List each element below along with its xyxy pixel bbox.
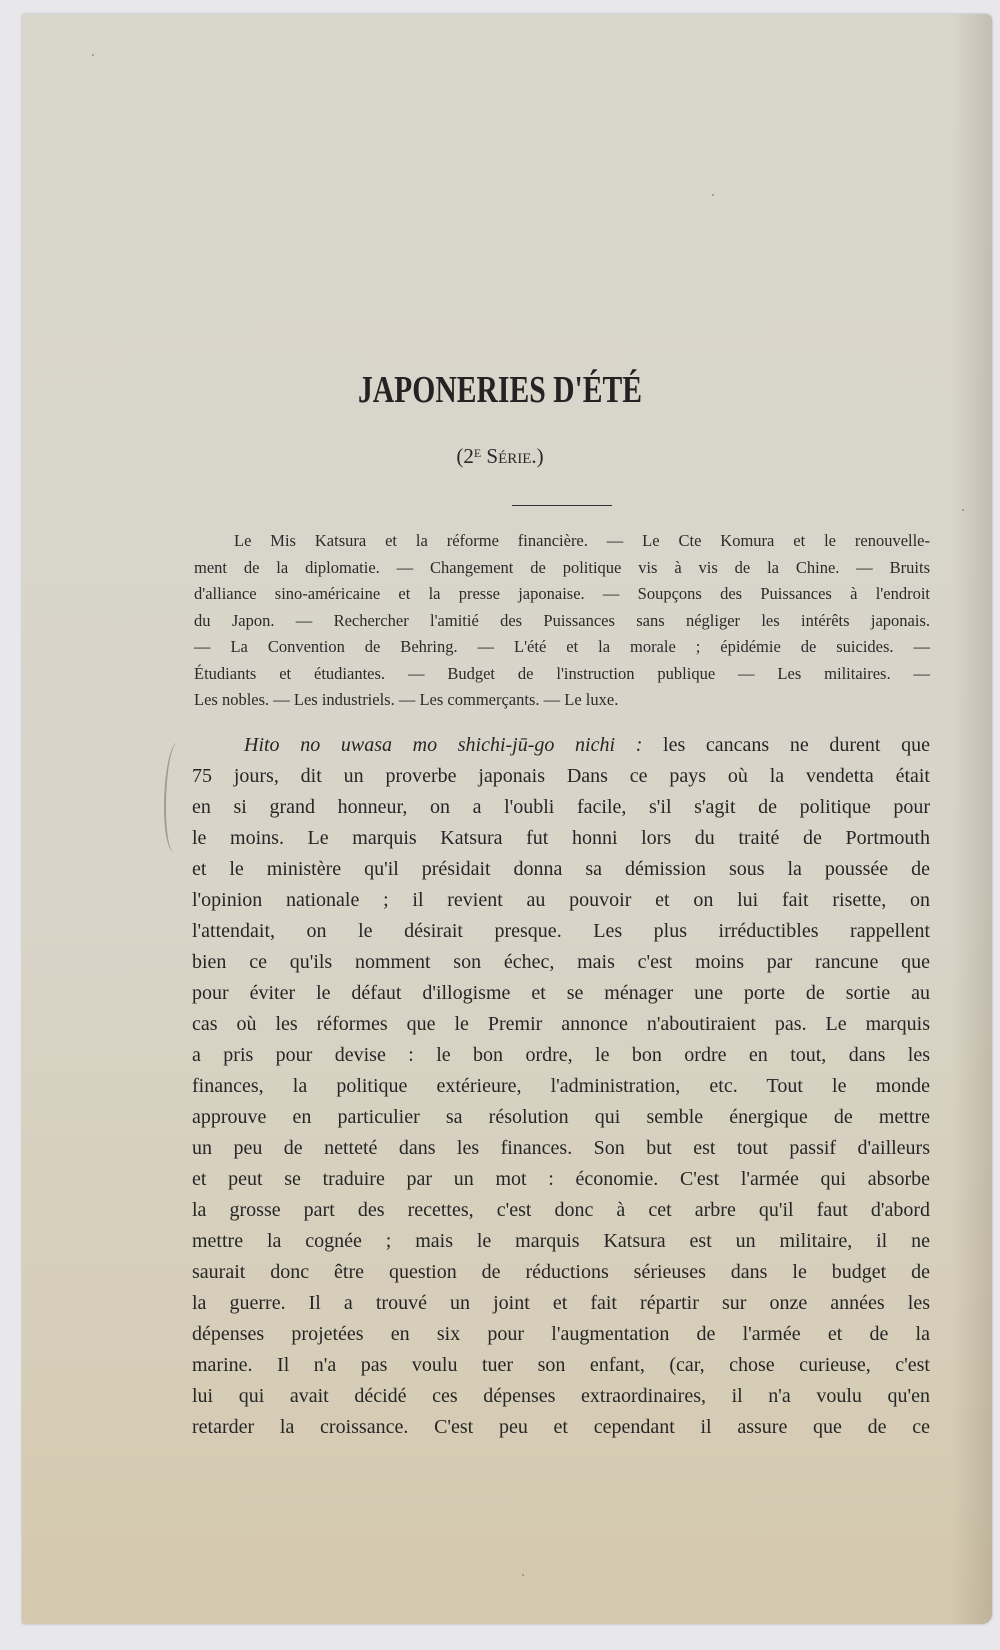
article-subtitle — [0, 444, 1000, 469]
body-line: pour éviter le défaut d'illogisme et se ménager une porte de sortie au — [192, 982, 930, 1004]
body-line: la grosse part des recettes, c'est donc à cet arbre qu'il faut d'abord — [192, 1199, 930, 1221]
article-body — [192, 730, 930, 1443]
body-line: approuve en particulier sa résolution qui semble énergique de mettre — [192, 1106, 930, 1128]
summary-line: Le Mis Katsura et la réforme financière. — Le Cte Komura et le renouvelle- — [234, 531, 930, 550]
summary-line: d'alliance sino-américaine et la presse japonaise. — Soupçons des Puissances à l'endroit — [194, 584, 930, 603]
body-line: saurait donc être question de réductions sérieuses dans le budget de — [192, 1261, 930, 1283]
body-line: retarder la croissance. C'est peu et cependant il assure que de ce — [192, 1416, 930, 1438]
body-line: dépenses projetées en six pour l'augmentation de l'armée et de la — [192, 1323, 930, 1345]
paper-speck — [712, 194, 714, 196]
body-line: et le ministère qu'il présidait donna sa démission sous la poussée de — [192, 858, 930, 880]
subtitle-superscript: E — [473, 446, 482, 460]
paper-speck — [522, 1574, 524, 1576]
body-line-rest: les cancans ne durent que — [642, 734, 930, 756]
article-title: JAPONERIES D'ÉTÉ — [357, 369, 643, 411]
body-line: cas où les réformes que le Premir annonce n'aboutiraient pas. Le marquis — [192, 1013, 930, 1035]
body-line: marine. Il n'a pas voulu tuer son enfant, (car, chose curieuse, c'est — [192, 1354, 930, 1376]
summary-line: ment de la diplomatie. — Changement de politique vis à vis de la Chine. — Bruits — [194, 557, 930, 577]
subtitle-suffix: Série.) — [481, 444, 544, 468]
paper-speck — [962, 509, 964, 511]
body-line: et peut se traduire par un mot : économie. C'est l'armée qui absorbe — [192, 1168, 930, 1190]
summary-line: Étudiants et étudiantes. — Budget de l'instruction publique — Les militaires. — — [194, 663, 930, 683]
body-line: la guerre. Il a trouvé un joint et fait répartir sur onze années les — [192, 1292, 930, 1314]
body-line: en si grand honneur, on a l'oubli facile, s'il s'agit de politique pour — [192, 796, 930, 818]
paper-speck — [92, 54, 94, 56]
proverb-italic: Hito no uwasa mo shichi-jū-go nichi : — [244, 734, 643, 756]
title-divider — [512, 505, 612, 506]
body-line: a pris pour devise : le bon ordre, le bon ordre en tout, dans les — [192, 1044, 930, 1066]
summary-line: du Japon. — Rechercher l'amitié des Puissances sans négliger les intérêts japonais. — [194, 610, 930, 630]
body-line: le moins. Le marquis Katsura fut honni lors du traité de Portmouth — [192, 827, 930, 849]
body-line: lui qui avait décidé ces dépenses extraordinaires, il n'a voulu qu'en — [192, 1385, 930, 1407]
summary-line: Les nobles. — Les industriels. — Les commerçants. — Le luxe. — [194, 690, 619, 709]
body-line: l'opinion nationale ; il revient au pouvoir et on lui fait risette, on — [192, 889, 930, 911]
article-summary — [194, 528, 930, 714]
body-line: l'attendait, on le désirait presque. Les plus irréductibles rappellent — [192, 920, 930, 942]
body-line: finances, la politique extérieure, l'administration, etc. Tout le monde — [192, 1075, 930, 1097]
subtitle-prefix: (2 — [456, 444, 474, 468]
body-line — [192, 730, 930, 761]
body-line: mettre la cognée ; mais le marquis Katsura est un militaire, il ne — [192, 1230, 930, 1252]
summary-line: — La Convention de Behring. — L'été et la morale ; épidémie de suicides. — — [194, 637, 930, 656]
body-line: 75 jours, dit un proverbe japonais Dans ce pays où la vendetta était — [192, 765, 930, 787]
body-line: un peu de netteté dans les finances. Son but est tout passif d'ailleurs — [192, 1137, 930, 1159]
body-line: bien ce qu'ils nomment son échec, mais c'est moins par rancune que — [192, 951, 930, 973]
